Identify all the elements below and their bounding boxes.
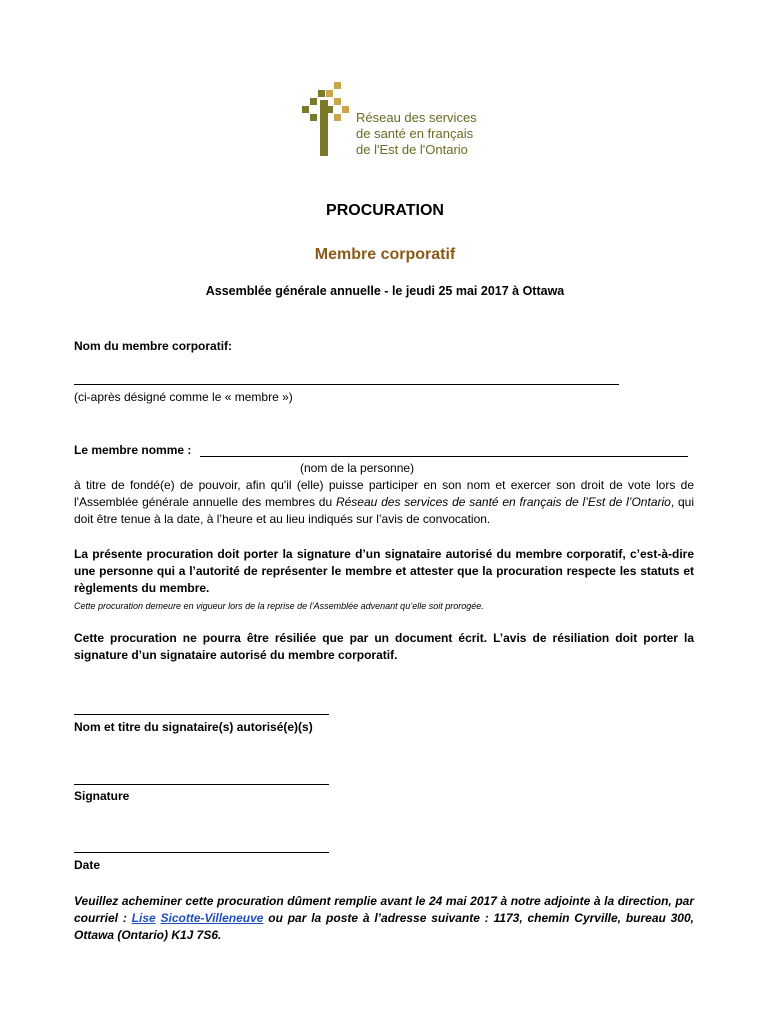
logo-square bbox=[310, 98, 317, 105]
member-note: (ci-après désigné comme le « membre ») bbox=[74, 390, 293, 404]
proxy-name-field[interactable] bbox=[200, 443, 688, 457]
contact-email-link-first[interactable]: Lise bbox=[131, 911, 156, 925]
instructions-text-a: Veuillez acheminer cette procuration dûment remplie avant le 24 mai 2017 à notre adjointe à la direction, par courriel : bbox=[74, 894, 694, 925]
organization-logo bbox=[300, 80, 350, 160]
contact-email-link-last[interactable]: Sicotte-Villeneuve bbox=[160, 911, 264, 925]
appoint-text-a: à titre de fondé(e) de pouvoir, afin qu'il (elle) puisse participer en son nom et exercer son droit de vote lors de l'Assemblée générale annuelle des membres du bbox=[74, 478, 694, 509]
appoint-text-b: , qui doit être tenue à la date, à l’heure et au lieu indiqués sur l’avis de convocation. bbox=[74, 495, 694, 526]
logo-line-2: de santé en français bbox=[356, 126, 474, 141]
name-title-field[interactable] bbox=[74, 700, 329, 715]
signature-requirement: La présente procuration doit porter la signature d’un signataire autorisé du membre corporatif, c’est-à-dire une personne qui a l’autorité de représenter le membre et attester que la procuration respecte les statuts et règlements du membre. bbox=[74, 547, 694, 595]
logo-square bbox=[342, 106, 349, 113]
termination-note: Cette procuration ne pourra être résiliée que par un document écrit. L’avis de résiliation doit porter la signature d’un signataire autorisé du membre corporatif. bbox=[74, 631, 694, 662]
logo-square bbox=[334, 98, 341, 105]
logo-square bbox=[302, 106, 309, 113]
meeting-info: Assemblée générale annuelle - le jeudi 25 mai 2017 à Ottawa bbox=[205, 284, 565, 298]
signature-field[interactable] bbox=[74, 770, 329, 785]
logo-square bbox=[334, 114, 341, 121]
logo-line-3: de l'Est de l'Ontario bbox=[356, 142, 468, 157]
appoint-paragraph bbox=[74, 477, 694, 528]
logo-line-1: Réseau des services bbox=[356, 110, 477, 125]
organization-reference: Réseau des services de santé en français de l’Est de l’Ontario bbox=[335, 495, 671, 509]
signature-label: Signature bbox=[74, 789, 130, 803]
member-name-label: Nom du membre corporatif: bbox=[74, 339, 233, 353]
validity-note: Cette procuration demeure en vigueur lors de la reprise de l’Assemblée advenant qu’elle soit prorogée. bbox=[74, 601, 484, 611]
organization-name bbox=[356, 110, 477, 158]
logo-square bbox=[334, 82, 341, 89]
submission-instructions bbox=[74, 893, 694, 944]
logo-square bbox=[326, 90, 333, 97]
document-title: PROCURATION bbox=[326, 202, 444, 219]
date-field[interactable] bbox=[74, 838, 329, 853]
logo-square bbox=[310, 114, 317, 121]
date-label: Date bbox=[74, 858, 101, 872]
logo-square bbox=[318, 90, 325, 97]
instructions-text-b: ou par la poste à l’adresse suivante : 1173, chemin Cyrville, bureau 300, Ottawa (Ontario) K1J 7S6. bbox=[74, 911, 694, 942]
document-subtitle: Membre corporatif bbox=[314, 246, 456, 263]
appoint-label: Le membre nomme : bbox=[74, 443, 192, 457]
logo-stem bbox=[320, 100, 328, 156]
member-name-field[interactable] bbox=[74, 370, 619, 385]
name-title-label: Nom et titre du signataire(s) autorisé(e)(s) bbox=[74, 720, 313, 734]
proxy-name-hint: (nom de la personne) bbox=[300, 461, 415, 475]
